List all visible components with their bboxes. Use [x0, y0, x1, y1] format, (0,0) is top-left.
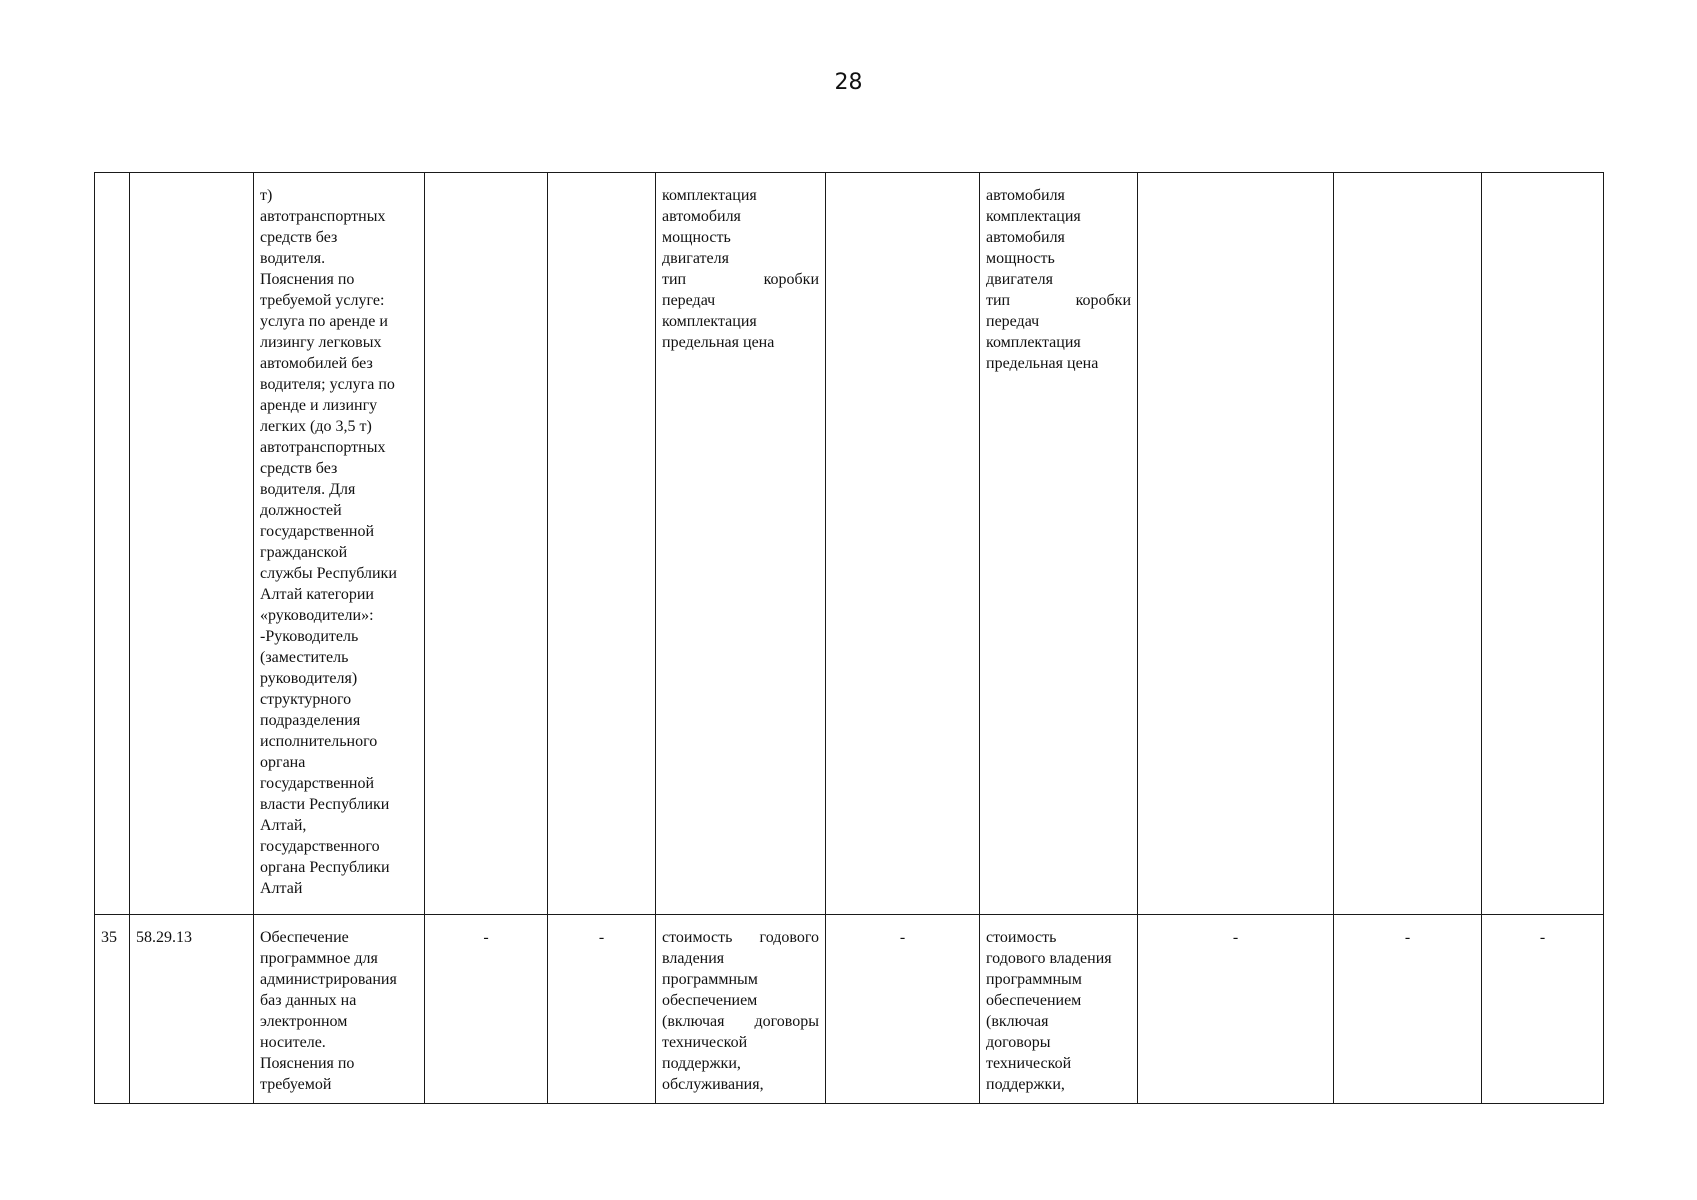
justified-line	[986, 290, 1131, 311]
text-line: мощность	[986, 250, 1055, 267]
text-line: государственной	[260, 523, 375, 540]
description-text	[260, 185, 418, 899]
table-row-continued	[95, 173, 1604, 915]
text-line: водителя.	[260, 250, 326, 267]
text-line: службы Республики	[260, 565, 397, 582]
text-line: Обеспечение	[260, 929, 349, 946]
cell-number: 35	[95, 915, 130, 1104]
cell-code	[130, 173, 254, 915]
text-fragment: тип	[662, 271, 687, 288]
text-line: договоры	[986, 1034, 1051, 1051]
text-line: носителе.	[260, 1034, 326, 1051]
text-line: легких (до 3,5 т)	[260, 418, 372, 435]
text-line: (заместитель	[260, 649, 349, 666]
cell-dash: -	[425, 915, 548, 1104]
table-row-35	[95, 915, 1604, 1104]
text-fragment: коробки	[1075, 292, 1131, 309]
description-text	[260, 927, 418, 1095]
text-line: т)	[260, 187, 273, 204]
text-line: автомобиля	[662, 208, 741, 225]
cell-dash: -	[1482, 915, 1604, 1104]
text-line: технической	[986, 1055, 1072, 1072]
characteristics-text	[662, 290, 819, 353]
text-line: мощность	[662, 229, 731, 246]
text-line: средств без	[260, 460, 338, 477]
text-line: двигателя	[662, 250, 729, 267]
cell-empty	[1334, 173, 1482, 915]
text-line: требуемой	[260, 1076, 332, 1093]
cell-characteristics	[980, 173, 1138, 915]
text-line: исполнительного	[260, 733, 378, 750]
justified-line	[662, 927, 819, 948]
text-line: водителя. Для	[260, 481, 356, 498]
cell-dash: -	[548, 915, 656, 1104]
text-line: комплектация	[662, 187, 757, 204]
cell-description	[254, 173, 425, 915]
characteristics-text	[662, 1032, 819, 1095]
text-line: программное для	[260, 950, 378, 967]
text-line: автомобиля	[986, 187, 1065, 204]
text-line: двигателя	[986, 271, 1053, 288]
text-line: баз данных на	[260, 992, 357, 1009]
text-line: должностей	[260, 502, 342, 519]
text-line: подразделения	[260, 712, 361, 729]
text-line: Пояснения по	[260, 1055, 355, 1072]
cell-number	[95, 173, 130, 915]
text-line: поддержки,	[986, 1076, 1065, 1093]
text-line: программным	[986, 971, 1082, 988]
cell-characteristics	[980, 915, 1138, 1104]
text-line: руководителя)	[260, 670, 358, 687]
text-line: автомобилей без	[260, 355, 373, 372]
text-line: комплектация	[986, 208, 1081, 225]
characteristics-text	[662, 185, 819, 269]
text-line: стоимость	[986, 929, 1057, 946]
text-line: услуга по аренде и	[260, 313, 388, 330]
text-line: «руководители»:	[260, 607, 374, 624]
text-fragment: тип	[986, 292, 1011, 309]
text-line: предельная цена	[986, 355, 1099, 372]
justified-line	[662, 1011, 819, 1032]
text-line: автомобиля	[986, 229, 1065, 246]
text-line: обслуживания,	[662, 1076, 764, 1093]
text-line: владения	[662, 950, 725, 967]
text-line: водителя; услуга по	[260, 376, 395, 393]
cell-empty	[425, 173, 548, 915]
cell-empty	[1138, 173, 1334, 915]
cell-description	[254, 915, 425, 1104]
text-line: обеспечением	[986, 992, 1082, 1009]
text-fragment: (включая	[662, 1013, 725, 1030]
justified-line	[662, 269, 819, 290]
text-line: программным	[662, 971, 758, 988]
text-fragment: стоимость	[662, 929, 733, 946]
cell-dash: -	[1334, 915, 1482, 1104]
text-line: технической	[662, 1034, 748, 1051]
text-line: передач	[662, 292, 716, 309]
text-line: (включая	[986, 1013, 1049, 1030]
text-line: государственного	[260, 838, 380, 855]
text-line: средств без	[260, 229, 338, 246]
text-line: автотранспортных	[260, 208, 386, 225]
text-line: передач	[986, 313, 1040, 330]
text-line: требуемой услуге:	[260, 292, 385, 309]
text-line: Алтай категории	[260, 586, 374, 603]
text-line: государственной	[260, 775, 375, 792]
text-line: Алтай,	[260, 817, 307, 834]
cell-empty	[548, 173, 656, 915]
cell-code: 58.29.13	[130, 915, 254, 1104]
text-line: структурного	[260, 691, 352, 708]
text-line: обеспечением	[662, 992, 758, 1009]
cell-empty	[826, 173, 980, 915]
text-line: годового владения	[986, 950, 1112, 967]
cell-dash: -	[826, 915, 980, 1104]
requirements-table	[94, 172, 1604, 1104]
text-fragment: договоры	[754, 1013, 819, 1030]
text-line: аренде и лизингу	[260, 397, 378, 414]
text-line: -Руководитель	[260, 628, 359, 645]
text-line: Пояснения по	[260, 271, 355, 288]
page-number: 28	[834, 70, 863, 95]
text-line: лизингу легковых	[260, 334, 382, 351]
text-line: поддержки,	[662, 1055, 741, 1072]
cell-characteristics	[656, 915, 826, 1104]
text-line: власти Республики	[260, 796, 390, 813]
text-line: Алтай	[260, 880, 303, 897]
text-line: предельная цена	[662, 334, 775, 351]
cell-empty	[1482, 173, 1604, 915]
text-line: администрирования	[260, 971, 397, 988]
text-line: органа	[260, 754, 306, 771]
text-line: автотранспортных	[260, 439, 386, 456]
characteristics-text	[986, 185, 1131, 290]
text-line: комплектация	[662, 313, 757, 330]
text-line: гражданской	[260, 544, 348, 561]
characteristics-text	[986, 927, 1131, 1095]
cell-characteristics	[656, 173, 826, 915]
characteristics-text	[986, 311, 1131, 374]
text-line: электронном	[260, 1013, 348, 1030]
text-line: органа Республики	[260, 859, 390, 876]
characteristics-text	[662, 948, 819, 1011]
text-fragment: коробки	[763, 271, 819, 288]
text-line: комплектация	[986, 334, 1081, 351]
text-fragment: годового	[759, 929, 819, 946]
cell-dash: -	[1138, 915, 1334, 1104]
